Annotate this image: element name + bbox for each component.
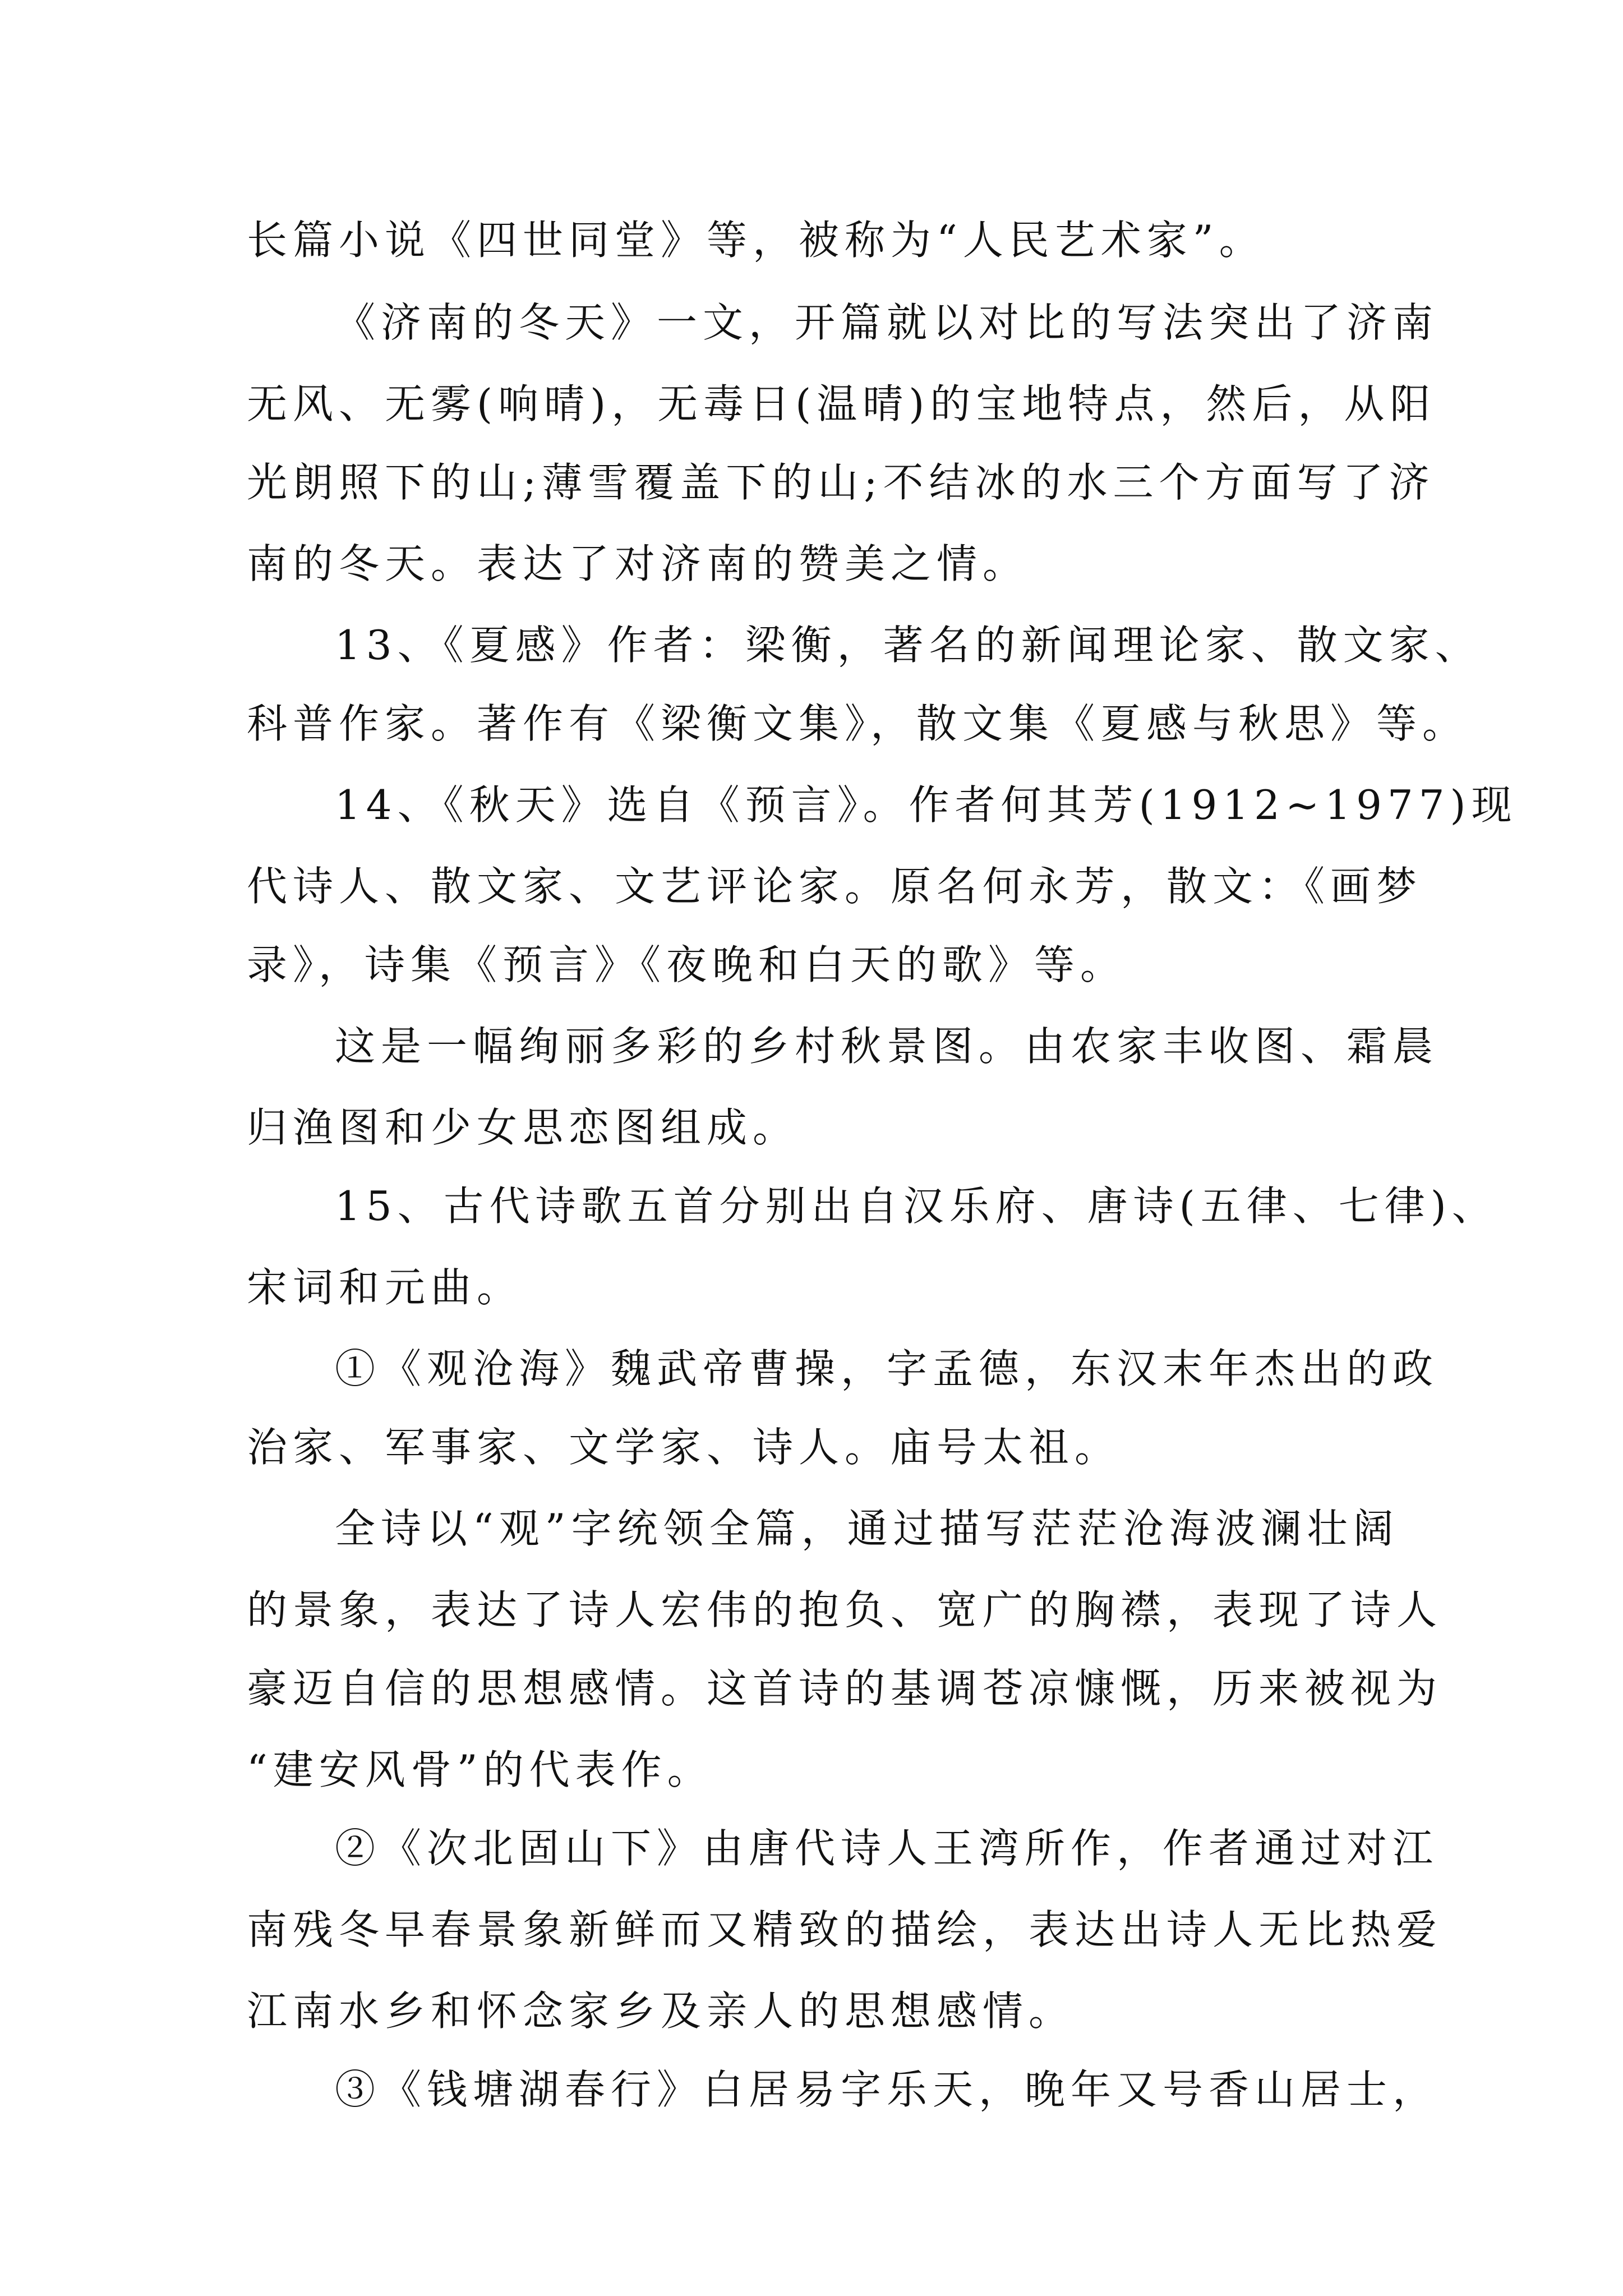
text-line: 14、《秋天》选自《预言》。作者何其芳(1912~1977)现 — [335, 781, 1518, 829]
text-line: 光朗照下的山;薄雪覆盖下的山;不结冰的水三个方面写了济 — [247, 459, 1435, 506]
text-line: 江南水乡和怀念家乡及亲人的思想感情。 — [247, 1987, 1075, 2035]
text-line: ①《观沧海》魏武帝曹操，字孟德，东汉末年杰出的政 — [335, 1345, 1439, 1392]
text-line: ②《次北固山下》由唐代诗人王湾所作，作者通过对江 — [335, 1825, 1439, 1872]
text-line: 长篇小说《四世同堂》等，被称为“人民艺术家”。 — [247, 217, 1265, 264]
text-line: 这是一幅绚丽多彩的乡村秋景图。由农家丰收图、霜晨 — [335, 1023, 1439, 1070]
text-line: 无风、无雾(响晴)，无毒日(温晴)的宝地特点，然后，从阳 — [247, 380, 1436, 427]
text-line: 录》，诗集《预言》《夜晚和白天的歌》等。 — [247, 941, 1127, 988]
text-line: 治家、军事家、文学家、诗人。庙号太祖。 — [247, 1424, 1121, 1471]
text-line: 《济南的冬天》一文，开篇就以对比的写法突出了济南 — [335, 299, 1439, 346]
text-line: 科普作家。著作有《梁衡文集》，散文集《夏感与秋思》等。 — [247, 700, 1469, 747]
text-line: 的景象，表达了诗人宏伟的抱负、宽广的胸襟，表现了诗人 — [247, 1586, 1443, 1634]
text-line: 南残冬早春景象新鲜而又精致的描绘，表达出诗人无比热爱 — [247, 1906, 1443, 1953]
text-line: ③《钱塘湖春行》白居易字乐天，晚年又号香山居士， — [335, 2066, 1439, 2113]
text-line: 南的冬天。表达了对济南的赞美之情。 — [247, 540, 1029, 587]
text-line: 归渔图和少女思恋图组成。 — [247, 1104, 799, 1151]
text-line: 宋词和元曲。 — [247, 1264, 523, 1311]
text-line: 全诗以“观”字统领全篇，通过描写茫茫沧海波澜壮阔 — [335, 1505, 1399, 1552]
text-line: 15、古代诗歌五首分别出自汉乐府、唐诗(五律、七律)、 — [335, 1182, 1498, 1230]
text-line: 13、《夏感》作者：梁衡，著名的新闻理论家、散文家、 — [335, 622, 1481, 669]
text-line: 代诗人、散文家、文艺评论家。原名何永芳，散文：《画梦 — [247, 863, 1423, 910]
text-line: “建安风骨”的代表作。 — [247, 1746, 713, 1793]
text-line: 豪迈自信的思想感情。这首诗的基调苍凉慷慨，历来被视为 — [247, 1665, 1443, 1712]
